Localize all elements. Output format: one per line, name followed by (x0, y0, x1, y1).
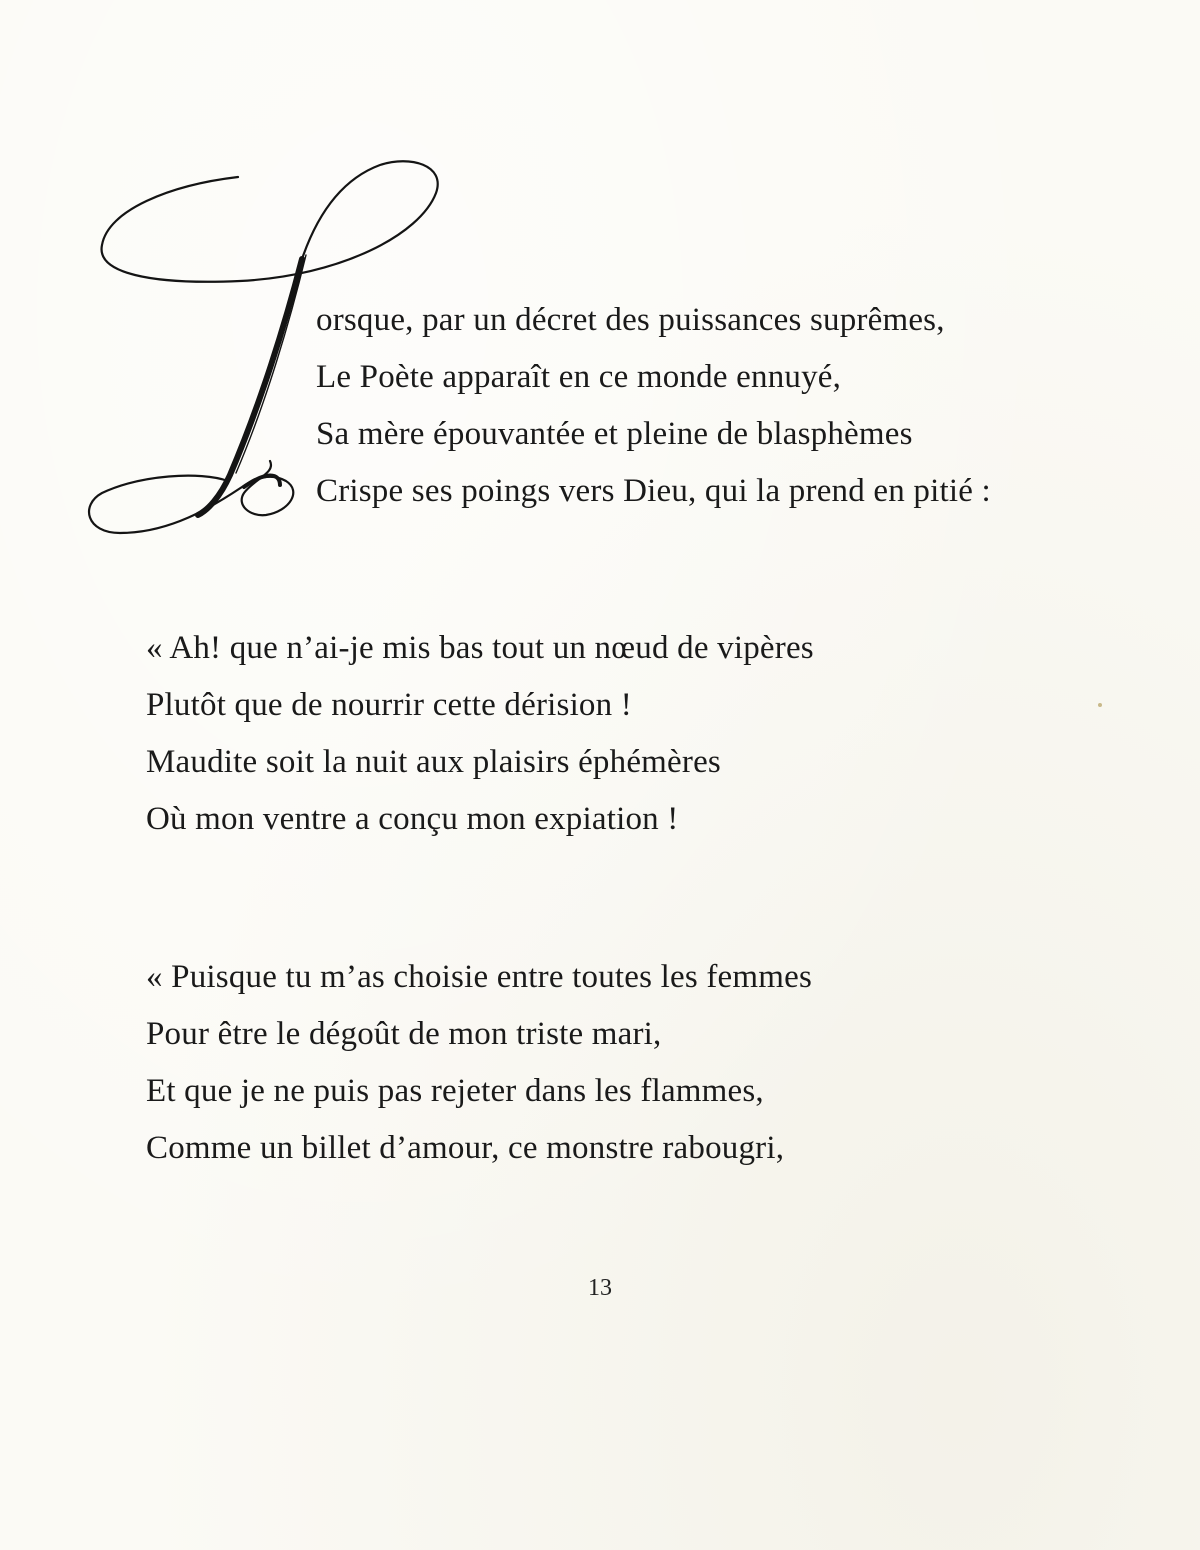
stanza-3 (146, 949, 812, 1177)
verse-line: orsque, par un décret des puissances suprêmes, (316, 302, 945, 338)
verse-line: Crispe ses poings vers Dieu, qui la prend en pitié : (316, 473, 991, 509)
paper-speck (1098, 703, 1102, 707)
verse-line: Plutôt que de nourrir cette dérision ! (146, 687, 632, 723)
verse-line: Maudite soit la nuit aux plaisirs éphémères (146, 744, 721, 780)
verse-line: Comme un billet d’amour, ce monstre rabougri, (146, 1130, 785, 1166)
verse-line: Et que je ne puis pas rejeter dans les flammes, (146, 1073, 764, 1109)
verse-line: « Ah! que n’ai-je mis bas tout un nœud de vipères (146, 630, 814, 666)
verse-line: Où mon ventre a conçu mon expiation ! (146, 801, 679, 837)
page-number: 13 (588, 1275, 612, 1301)
stanza-1 (316, 292, 991, 520)
verse-line: « Puisque tu m’as choisie entre toutes les femmes (146, 959, 812, 995)
verse-line: Pour être le dégoût de mon triste mari, (146, 1016, 662, 1052)
stanza-2 (146, 620, 814, 848)
verse-line: Sa mère épouvantée et pleine de blasphèmes (316, 416, 913, 452)
verse-line: Le Poète apparaît en ce monde ennuyé, (316, 359, 842, 395)
